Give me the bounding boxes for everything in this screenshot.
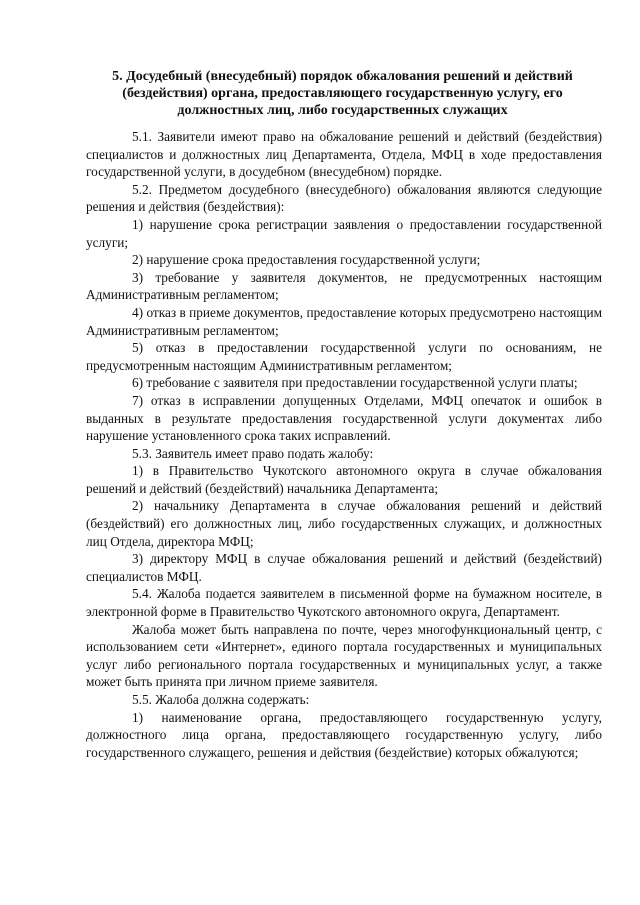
- list-item: 2) начальнику Департамента в случае обжалования решений и действий (бездействий) его должностных лиц, либо государственных служащих, и должностных лиц Отдела, директора МФЦ;: [86, 498, 602, 549]
- list-item: 3) требование у заявителя документов, не предусмотренных настоящим Административным регламентом;: [86, 269, 602, 303]
- list-item: 6) требование с заявителя при предоставлении государственной услуги платы;: [132, 375, 578, 391]
- list-item: 7) отказ в исправлении допущенных Отделами, МФЦ опечаток и ошибок в выданных в результате предоставления государственной услуги документах либо нарушение установленного срока таких исправлений.: [86, 392, 602, 444]
- document-body: [86, 128, 602, 761]
- list-item: 2) нарушение срока предоставления государственной услуги;: [132, 252, 481, 268]
- list-item: 3) директору МФЦ в случае обжалования решений и действий (бездействий) специалистов МФЦ.: [86, 551, 602, 584]
- paragraph: 5.2. Предметом досудебного (внесудебного) обжалования являются следующие решения и действия (бездействия):: [86, 181, 602, 215]
- list-item: 5) отказ в предоставлении государственной услуги по основаниям, не предусмотренным настоящим Административным регламентом;: [86, 340, 602, 373]
- list-item: 4) отказ в приеме документов, предоставление которых предусмотрено настоящим Административным регламентом;: [86, 304, 602, 338]
- paragraph: 5.1. Заявители имеют право на обжалование решений и действий (бездействия) специалистов и должностных лиц Департамента, Отдела, МФЦ в ходе предоставления государственной услуги, в досудебном (внесудебном) порядке.: [86, 129, 602, 180]
- section-heading: 5. Досудебный (внесудебный) порядок обжалования решений и действий (бездействия) органа, предоставляющего государственную услугу, его должностных лиц, либо государственных служащих: [112, 69, 573, 118]
- list-item: 1) нарушение срока регистрации заявления о предоставлении государственной услуги;: [86, 216, 602, 250]
- paragraph: 5.4. Жалоба подается заявителем в письменной форме на бумажном носителе, в электронной форме в Правительство Чукотского автономного округа, Департамент.: [86, 586, 602, 620]
- paragraph: 5.3. Заявитель имеет право подать жалобу:: [132, 445, 374, 461]
- paragraph: Жалоба может быть направлена по почте, через многофункциональный центр, с использованием сети «Интернет», единого портала государственных и муниципальных услуг либо регионального портала государственных и муниципальных услуг, а также может быть принята при личном приеме заявителя.: [86, 621, 602, 690]
- paragraph: 5.5. Жалоба должна содержать:: [132, 692, 310, 707]
- list-item: 1) наименование органа, предоставляющего государственную услугу, должностного лица органа, предоставляющего государственную услугу, либо государственного служащего, решения и действия (бездействие) которых обжалуются;: [86, 709, 602, 760]
- list-item: 1) в Правительство Чукотского автономного округа в случае обжалования решений и действий (бездействий) начальника Департамента;: [86, 463, 602, 496]
